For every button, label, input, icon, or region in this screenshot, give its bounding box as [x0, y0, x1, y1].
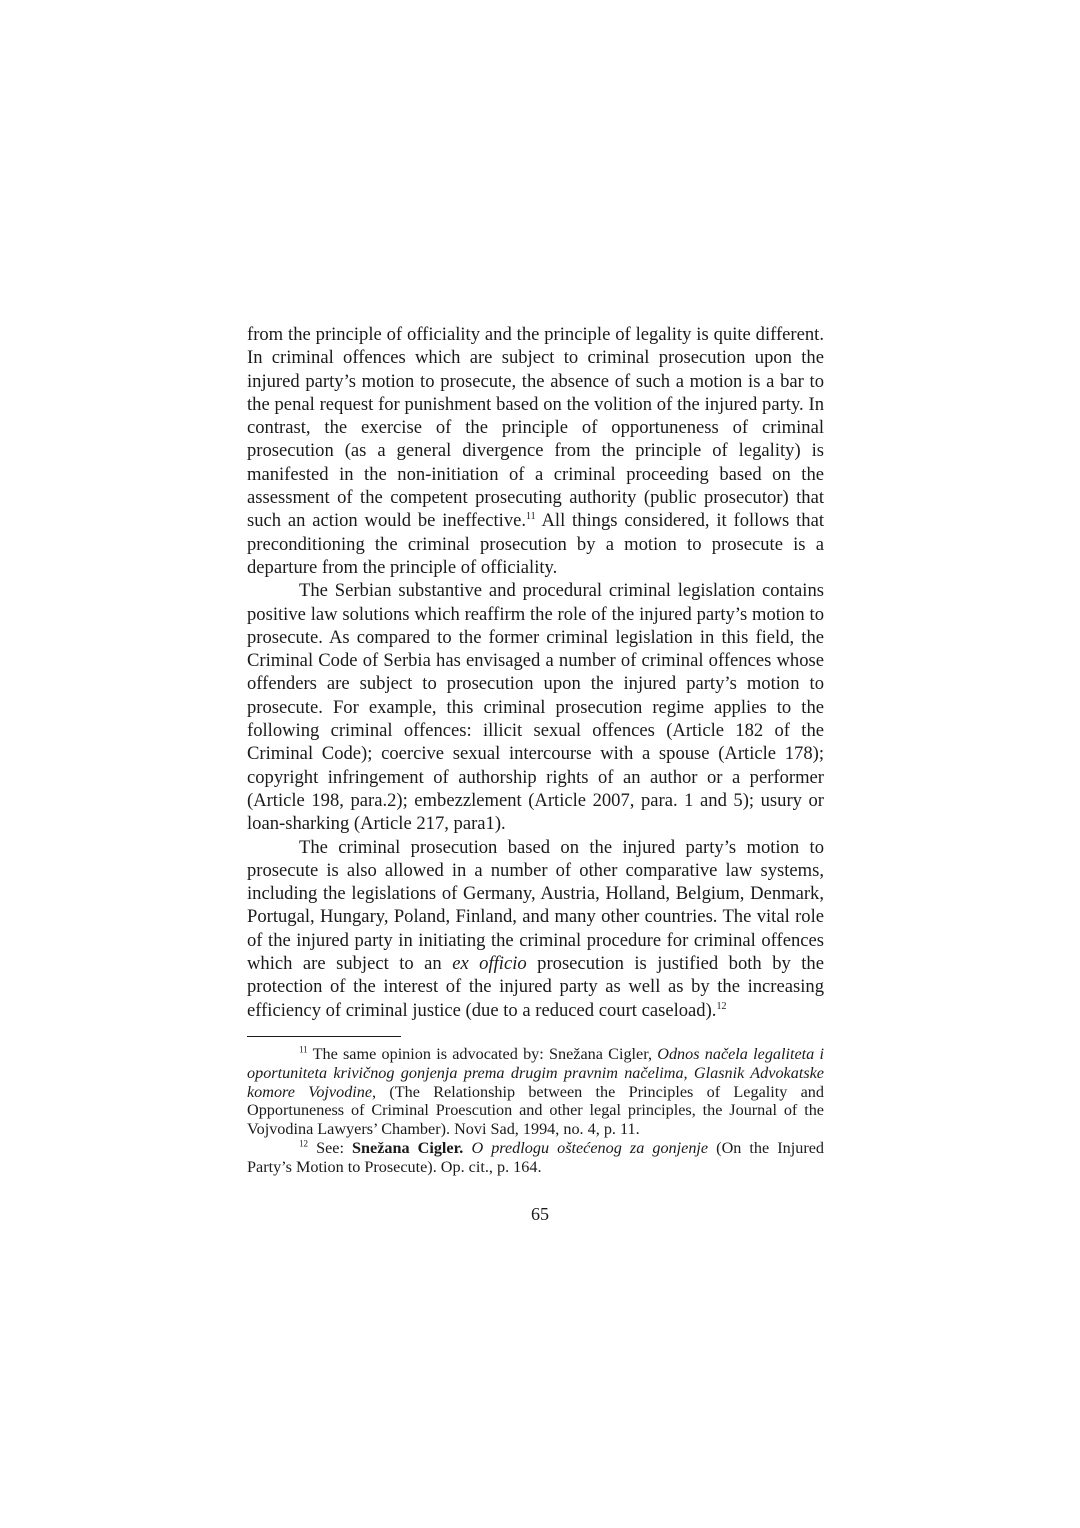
- footnote-marker: 12: [299, 1138, 308, 1149]
- footnote-12: [247, 1139, 824, 1177]
- footnote-11: [247, 1045, 824, 1139]
- page-number: 65: [531, 1204, 549, 1224]
- italic-term: ex officio: [452, 953, 527, 975]
- page-body: [247, 323, 824, 1176]
- paragraph-text: from the principle of officiality and the principle of legality is quite different. In criminal offences which are subject to criminal prosecution upon the injured party’s motion to prosecute, the absence of such a motion is a bar to the penal request for punishment based on the volition of the injured party. In contrast, the exercise of the principle of opportuneness of criminal prosecution (as a general divergence from the principle of legality) is manifested in the non-initiation of a criminal proceeding based on the assessment of the competent prosecuting authority (public prosecutor) that such an action would be ineffective.: [247, 324, 824, 532]
- footnote-title-italic: Odnos načela legaliteta i oportuniteta krivičnog gonjenja prema drugim pravnim načelima, Glasnik Advokatske komore Vojvodine,: [247, 1044, 824, 1101]
- body-paragraph-1: [247, 323, 824, 579]
- footnote-reference-11[interactable]: 11: [526, 511, 536, 523]
- footnote-text: (On the Injured Party’s Motion to Prosecute). Op. cit., p. 164.: [247, 1138, 825, 1176]
- paragraph-text: All things considered, it follows that preconditioning the criminal prosecution by a motion to prosecute is a departure from the principle of officiality.: [247, 510, 825, 578]
- footnote-title-italic: O predlogu oštećenog za gonjenje: [471, 1138, 709, 1157]
- footnote-reference-12[interactable]: 12: [716, 1000, 727, 1012]
- paragraph-text: prosecution is justified both by the protection of the interest of the injured party as well as by the increasing efficiency of criminal justice (due to a reduced court caseload).: [247, 953, 824, 1021]
- footnote-text: (The Relationship between the Principles of Legality and Opportuneness of Criminal Proescution and other legal principles, the Journal of the Vojvodina Lawyers’ Chamber). Novi Sad, 1994, no. 4, p. 11.: [247, 1082, 824, 1139]
- body-paragraph-2: The Serbian substantive and procedural criminal legislation contains positive law solutions which reaffirm the role of the injured party’s motion to prosecute. As compared to the former criminal legislation in this field, the Criminal Code of Serbia has envisaged a number of criminal offences whose offenders are subject to prosecution upon the injured party’s motion to prosecute. For example, this criminal prosecution regime applies to the following criminal offences: illicit sexual offences (Article 182 of the Criminal Code); coercive sexual intercourse with a spouse (Article 178); copyright infringement of authorship rights of an author or a performer (Article 198, para.2); embezzlement (Article 2007, para. 1 and 5); usury or loan-sharking (Article 217, para1).: [247, 580, 824, 835]
- paragraph-text: The criminal prosecution based on the injured party’s motion to prosecute is also allowed in a number of other comparative law systems, including the legislations of Germany, Austria, Holland, Belgium, Denmark, Portugal, Hungary, Poland, Finland, and many other countries. The vital role of the injured party in initiating the criminal procedure for criminal offences which are subject to an: [247, 836, 824, 975]
- footnote-divider: [247, 1036, 401, 1037]
- footnote-author-bold: Snežana Cigler.: [352, 1138, 464, 1157]
- body-paragraph-3: [247, 836, 824, 1022]
- footnote-marker: 11: [299, 1044, 308, 1055]
- footnote-text: See:: [308, 1138, 353, 1157]
- footnote-text: The same opinion is advocated by: Snežana Cigler,: [307, 1044, 658, 1063]
